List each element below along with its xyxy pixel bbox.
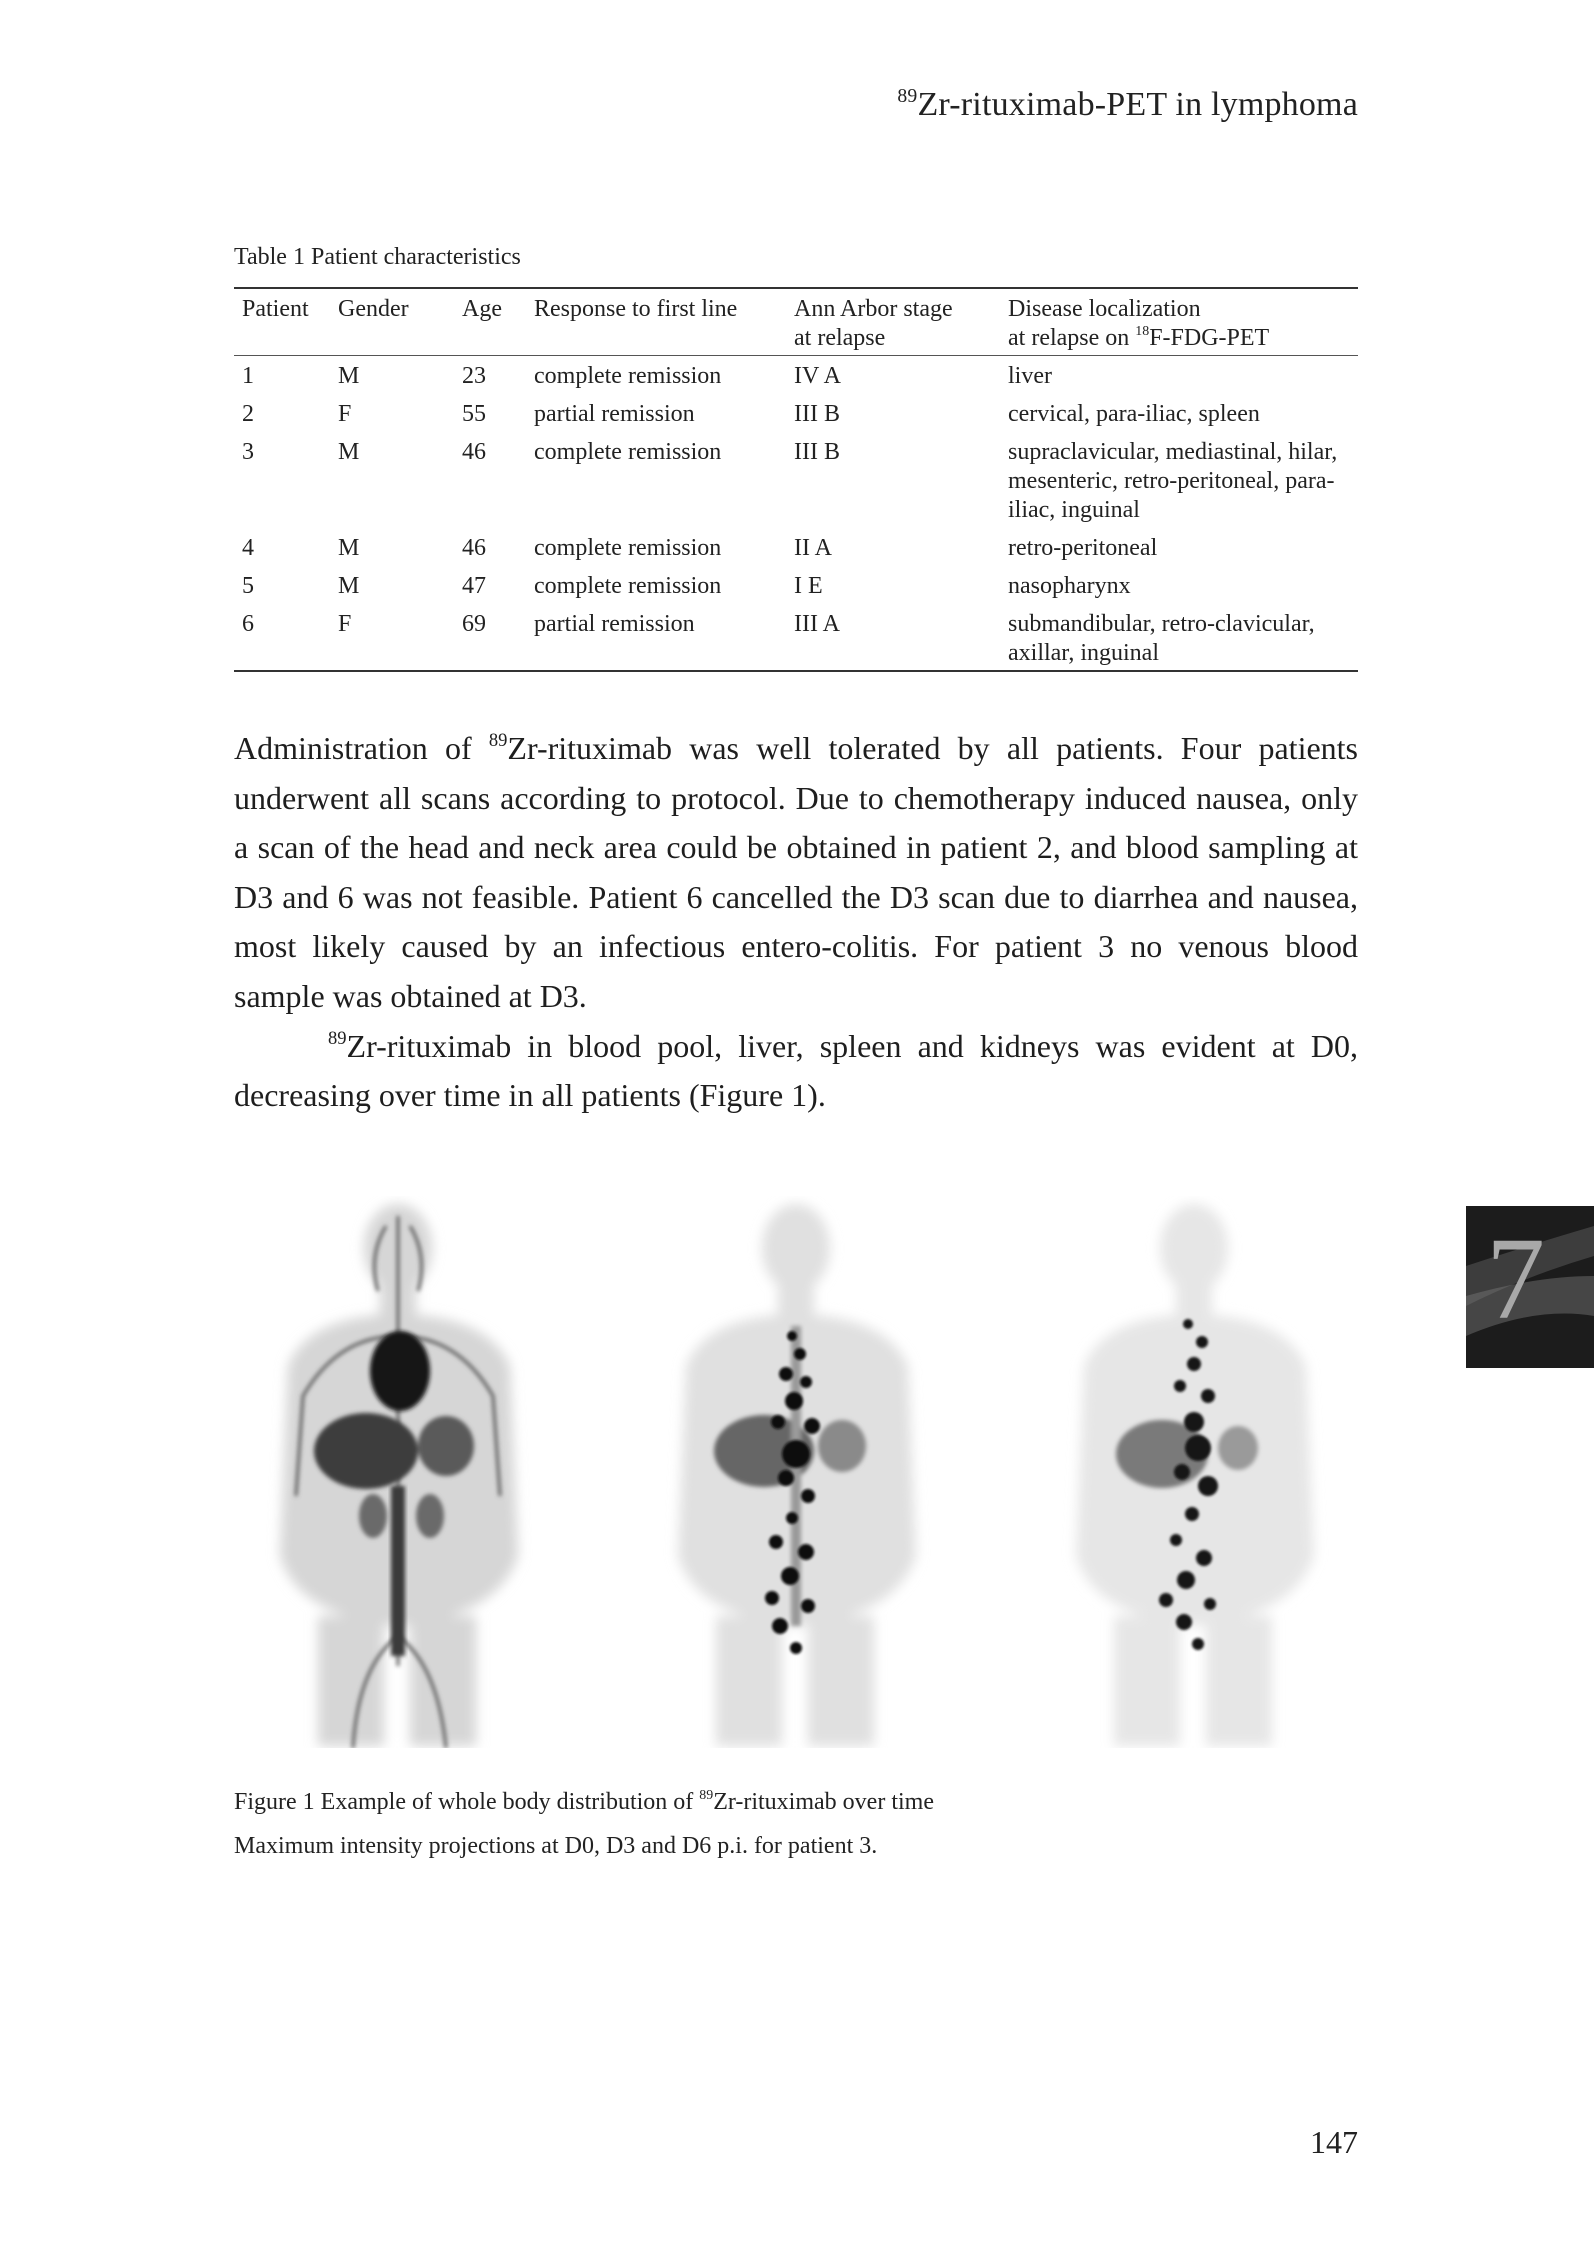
cell-stage: IV A [794,363,841,389]
figure-caption [234,1780,1358,1868]
table-row [234,530,1358,568]
cell-age: 46 [462,439,486,465]
cell-patient: 1 [242,363,254,389]
cell-stage: III B [794,401,840,427]
cell-localization: cervical, para-iliac, spleen [1008,401,1260,427]
p2-sup: 89 [328,1027,347,1049]
table-row [234,356,1358,397]
cell-patient: 4 [242,535,254,561]
p2-post: Zr-rituximab in blood pool, liver, spleen and kidneys was evident at D0, decreasing over time in all patients (Figure 1). [234,1027,1358,1114]
cell-localization: submandibular, retro-clavicular, axillar, inguinal [1000,606,1358,671]
cell-stage: III A [786,606,1000,671]
cell-patient: 3 [242,439,254,465]
cell-response: partial remission [526,606,786,671]
header-localization-line1: Disease localization [1008,296,1201,322]
cell-stage: III B [794,439,840,465]
cell-response: complete remission [534,535,722,561]
figure-caption-line2: Maximum intensity projections at D0, D3 and D6 p.i. for patient 3. [234,1833,878,1859]
figure-caption-pre: Example of whole body distribution of [320,1789,700,1815]
body-paragraph [234,1022,1358,1121]
header-stage-line2: at relapse [794,325,886,351]
cell-gender: M [338,535,360,561]
table-header-row [234,288,1358,356]
table-row [234,606,1358,671]
cell-response: complete remission [534,363,722,389]
table-caption-label: Table 1 [234,244,305,270]
pet-scan-d3 [646,1196,952,1748]
chapter-number: 7 [1486,1213,1545,1344]
header-localization-line2-post: F-FDG-PET [1149,325,1270,351]
figure-caption-post: Zr-rituximab over time [713,1789,934,1815]
header-patient: Patient [234,288,330,356]
cell-response: complete remission [534,573,722,599]
header-gender: Gender [330,288,454,356]
cell-age: 69 [454,606,526,671]
header-localization-line2-pre: at relapse on [1008,325,1136,351]
cell-localization: liver [1008,363,1052,389]
table-row [234,396,1358,434]
header-response: Response to first line [526,288,786,356]
chapter-tab [1466,1206,1594,1368]
p1-sup: 89 [488,730,508,752]
table-caption-text: Patient characteristics [310,244,521,270]
header-localization-sup: 18 [1135,324,1150,340]
cell-age: 55 [462,401,486,427]
body-text [234,724,1358,1121]
cell-gender: M [338,573,360,599]
cell-response: complete remission [534,439,722,465]
header-isotope: 89 [897,84,918,107]
header-stage-line1: Ann Arbor stage [794,296,953,322]
cell-stage: II A [794,535,832,561]
cell-gender: M [338,439,360,465]
pet-scan-d0 [248,1196,554,1748]
body-paragraph [234,724,1358,1022]
cell-patient: 5 [242,573,254,599]
running-header [897,86,1358,124]
figure-caption-line1 [234,1780,1358,1824]
cell-patient: 6 [234,606,330,671]
cell-age: 23 [462,363,486,389]
table-row [234,434,1358,530]
figure-1 [234,1196,1358,1748]
cell-gender: M [338,363,360,389]
cell-gender: F [330,606,454,671]
figure-caption-label: Figure 1 [234,1789,315,1815]
p1-post: Zr-rituximab was well tolerated by all patients. Four patients underwent all scans according to protocol. Due to chemotherapy induced nausea, only a scan of the head and neck area could be obtained in patient 2, and blood sampling at D3 and 6 was not feasible. Patient 6 cancelled the D3 scan due to diarrhea and nausea, most likely caused by an infectious entero-colitis. For patient 3 no venous blood sample was obtained at D3. [234,730,1359,1014]
cell-age: 47 [462,573,486,599]
cell-stage: I E [794,573,823,599]
table-row [234,568,1358,606]
cell-localization: retro-peritoneal [1008,535,1158,561]
header-title: Zr-rituximab-PET in lymphoma [917,86,1358,123]
header-age: Age [454,288,526,356]
cell-localization: supraclavicular, mediastinal, hilar, mesenteric, retro-peritoneal, para-iliac, inguinal [1008,439,1338,523]
cell-response: partial remission [534,401,695,427]
cell-patient: 2 [242,401,254,427]
patient-characteristics-table [234,287,1358,672]
pet-scan-d6 [1044,1196,1350,1748]
cell-gender: F [338,401,352,427]
cell-age: 46 [462,535,486,561]
cell-localization: nasopharynx [1008,573,1131,599]
page-number: 147 [1310,2124,1358,2160]
table-caption [234,244,521,271]
header-localization [1000,288,1358,356]
p1-pre: Administration of [234,730,489,766]
figure-caption-sup: 89 [699,1788,714,1804]
header-stage [786,288,1000,356]
